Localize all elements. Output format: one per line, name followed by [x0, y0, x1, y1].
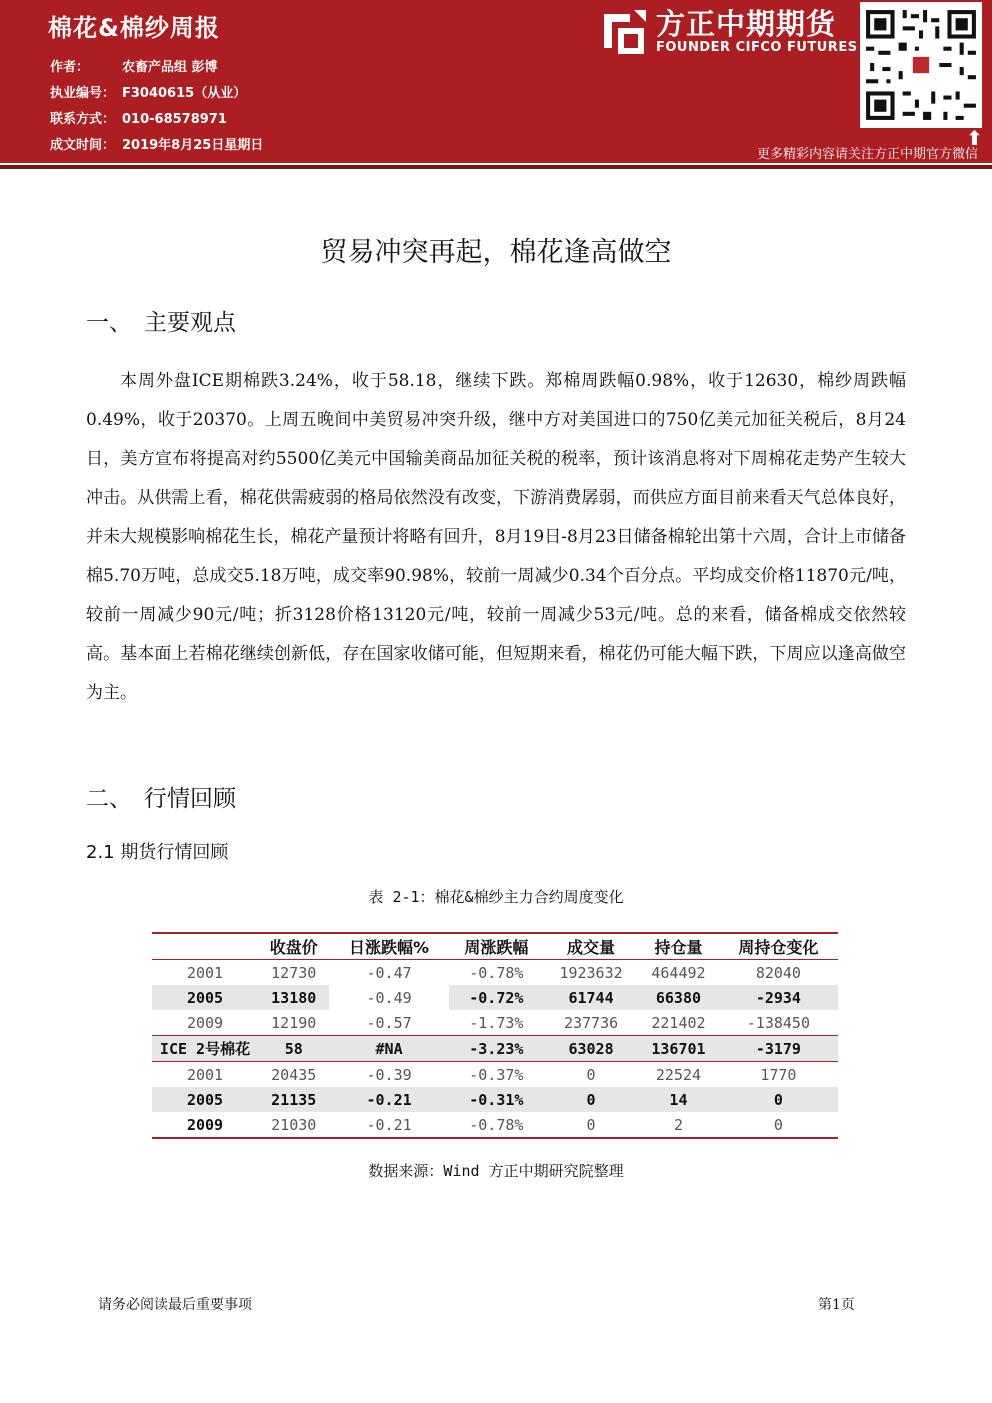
section-title: 行情回顾 — [144, 786, 236, 812]
brand-name-cn: 方正中期期货 — [656, 7, 837, 41]
table-cell: 221402 — [651, 1013, 706, 1032]
column-header: 收盘价 — [258, 933, 329, 960]
qr-code-icon — [860, 2, 982, 128]
table-cell: 58 — [258, 1036, 329, 1062]
table-cell: -0.31% — [449, 1087, 544, 1112]
brand-name-en: FOUNDER CIFCO FUTURES — [656, 40, 858, 55]
table-cell: 2009 — [186, 1115, 224, 1134]
table-cell: 2 — [673, 1115, 683, 1134]
author-value: 农畜产品组 彭博 — [122, 60, 218, 75]
license-label: 执业编号： — [50, 86, 116, 101]
table-cell: -0.49 — [329, 985, 448, 1010]
table-cell: 20435 — [258, 1062, 329, 1088]
main-points-paragraph: 本周外盘ICE期棉跌3.24%，收于58.18，继续下跌。郑棉周跌幅0.98%，收于12630，棉纱周跌幅0.49%，收于20370。上周五晚间中美贸易冲突升级，继中方对美国进口的750亿美元加征关税后，8月24日，美方宣布将提高对约5500亿美元中国输美商品加征关税的税率，预计该消息将对下周棉花走势产生较大冲击。从供需上看，棉花供需疲弱的格局依然没有改变，下游消费孱弱，而供应方面目前来看天气总体良好，并未大规模影响棉花生长，棉花产量预计将略有回升，8月19日-8月23日储备棉轮出第十六周，合计上市储备棉5.70万吨，总成交5.18万吨，成交率90.98%，较前一周减少0.34个百分点。平均成交价格11870元/吨，较前一周减少90元/吨；折3128价格13120元/吨，较前一周减少53元/吨。总的来看，储备棉成交依然较高。基本面上若棉花继续创新低，存在国家收储可能，但短期来看，棉花仍可能大幅下跌，下周应以逢高做空为主。 — [86, 371, 906, 703]
weekly-contract-table — [152, 932, 838, 1139]
table-cell: 2009 — [186, 1013, 224, 1032]
section-number: 一、 — [86, 310, 132, 336]
column-header — [152, 933, 258, 960]
license-line — [50, 82, 246, 101]
contact-value: 010-68578971 — [122, 112, 227, 127]
table-row — [152, 1112, 838, 1138]
table-cell: -0.57 — [366, 1013, 412, 1032]
table-caption: 表 2-1：棉花&棉纱主力合约周度变化 — [368, 888, 624, 906]
table-cell: -0.78% — [469, 963, 524, 982]
table-cell: 464492 — [651, 963, 706, 982]
date-label: 成文时间： — [50, 138, 116, 153]
table-cell: 2005 — [152, 1087, 258, 1112]
table-cell: -0.37% — [449, 1062, 544, 1088]
table-cell: #NA — [329, 1036, 448, 1062]
table-cell: 237736 — [563, 1013, 619, 1032]
table-cell: 1923632 — [559, 963, 623, 982]
report-title: 棉花&棉纱周报 — [48, 14, 220, 42]
table-cell: -3.23% — [449, 1036, 544, 1062]
table-row — [152, 985, 838, 1010]
data-source-note: 数据来源：Wind 方正中期研究院整理 — [368, 1162, 624, 1180]
table-cell: 2005 — [152, 985, 258, 1010]
table-cell: 0 — [773, 1115, 783, 1134]
table-cell: ICE 2号棉花 — [152, 1036, 258, 1062]
contact-line — [50, 108, 227, 127]
table-row — [152, 1036, 838, 1062]
table-cell: -0.21 — [329, 1087, 448, 1112]
table-cell: 12190 — [271, 1013, 317, 1032]
table-cell: -0.47 — [366, 963, 412, 982]
footer-notice: 请务必阅读最后重要事项 — [98, 1297, 252, 1313]
table-cell: 0 — [544, 1062, 638, 1088]
license-value: F3040615（从业） — [122, 86, 247, 101]
table-cell: 82040 — [755, 963, 801, 982]
table-cell: 21135 — [258, 1087, 329, 1112]
author-label: 作者： — [50, 60, 90, 75]
founder-logo-icon — [600, 8, 648, 54]
column-header: 周涨跌幅 — [449, 933, 544, 960]
table-cell: 0 — [586, 1115, 596, 1134]
table-cell: -0.78% — [469, 1115, 524, 1134]
table-row — [152, 960, 838, 986]
subsection-heading: 2.1 期货行情回顾 — [86, 842, 229, 863]
table-cell: -0.72% — [449, 985, 544, 1010]
table-header-row — [152, 933, 838, 960]
table-cell: -2934 — [719, 985, 838, 1010]
table-row — [152, 1010, 838, 1036]
column-header: 持仓量 — [638, 933, 719, 960]
date-value: 2019年8月25日星期日 — [122, 138, 264, 153]
column-header: 周持仓变化 — [719, 933, 838, 960]
table-cell: 61744 — [544, 985, 638, 1010]
section-title: 主要观点 — [144, 310, 236, 336]
page-number: 第1页 — [818, 1297, 855, 1313]
table-cell: 1770 — [719, 1062, 838, 1088]
table-cell: 63028 — [544, 1036, 638, 1062]
table-row — [152, 1062, 838, 1088]
section-heading-market-review — [86, 780, 236, 813]
follow-wechat-text: 更多精彩内容请关注方正中期官方微信 — [756, 147, 978, 162]
article-title: 贸易冲突再起，棉花逢高做空 — [320, 237, 672, 268]
date-line — [50, 134, 263, 153]
table-cell: 13180 — [258, 985, 329, 1010]
table-cell: 2001 — [152, 1062, 258, 1088]
table-cell: 21030 — [271, 1115, 317, 1134]
column-header: 成交量 — [544, 933, 638, 960]
report-header — [0, 0, 992, 163]
table-cell: -1.73% — [469, 1013, 524, 1032]
table-cell: 0 — [719, 1087, 838, 1112]
header-divider — [0, 165, 992, 169]
table-row — [152, 1087, 838, 1112]
table-cell: 14 — [638, 1087, 719, 1112]
table-cell: 2001 — [186, 963, 224, 982]
table-cell: 136701 — [638, 1036, 719, 1062]
table-cell: -138450 — [746, 1013, 810, 1032]
table-cell: 0 — [544, 1087, 638, 1112]
table-cell: -3179 — [719, 1036, 838, 1062]
table-cell: 22524 — [638, 1062, 719, 1088]
table-cell: 12730 — [271, 963, 317, 982]
author-line — [50, 56, 218, 75]
section-number: 二、 — [86, 786, 132, 812]
section-heading-main-points — [86, 304, 236, 337]
column-header: 日涨跌幅% — [329, 933, 448, 960]
table-cell: 66380 — [638, 985, 719, 1010]
contact-label: 联系方式： — [50, 112, 116, 127]
up-arrow-icon: ⬆ — [966, 126, 983, 150]
table-cell: -0.39 — [329, 1062, 448, 1088]
table-cell: -0.21 — [366, 1115, 412, 1134]
